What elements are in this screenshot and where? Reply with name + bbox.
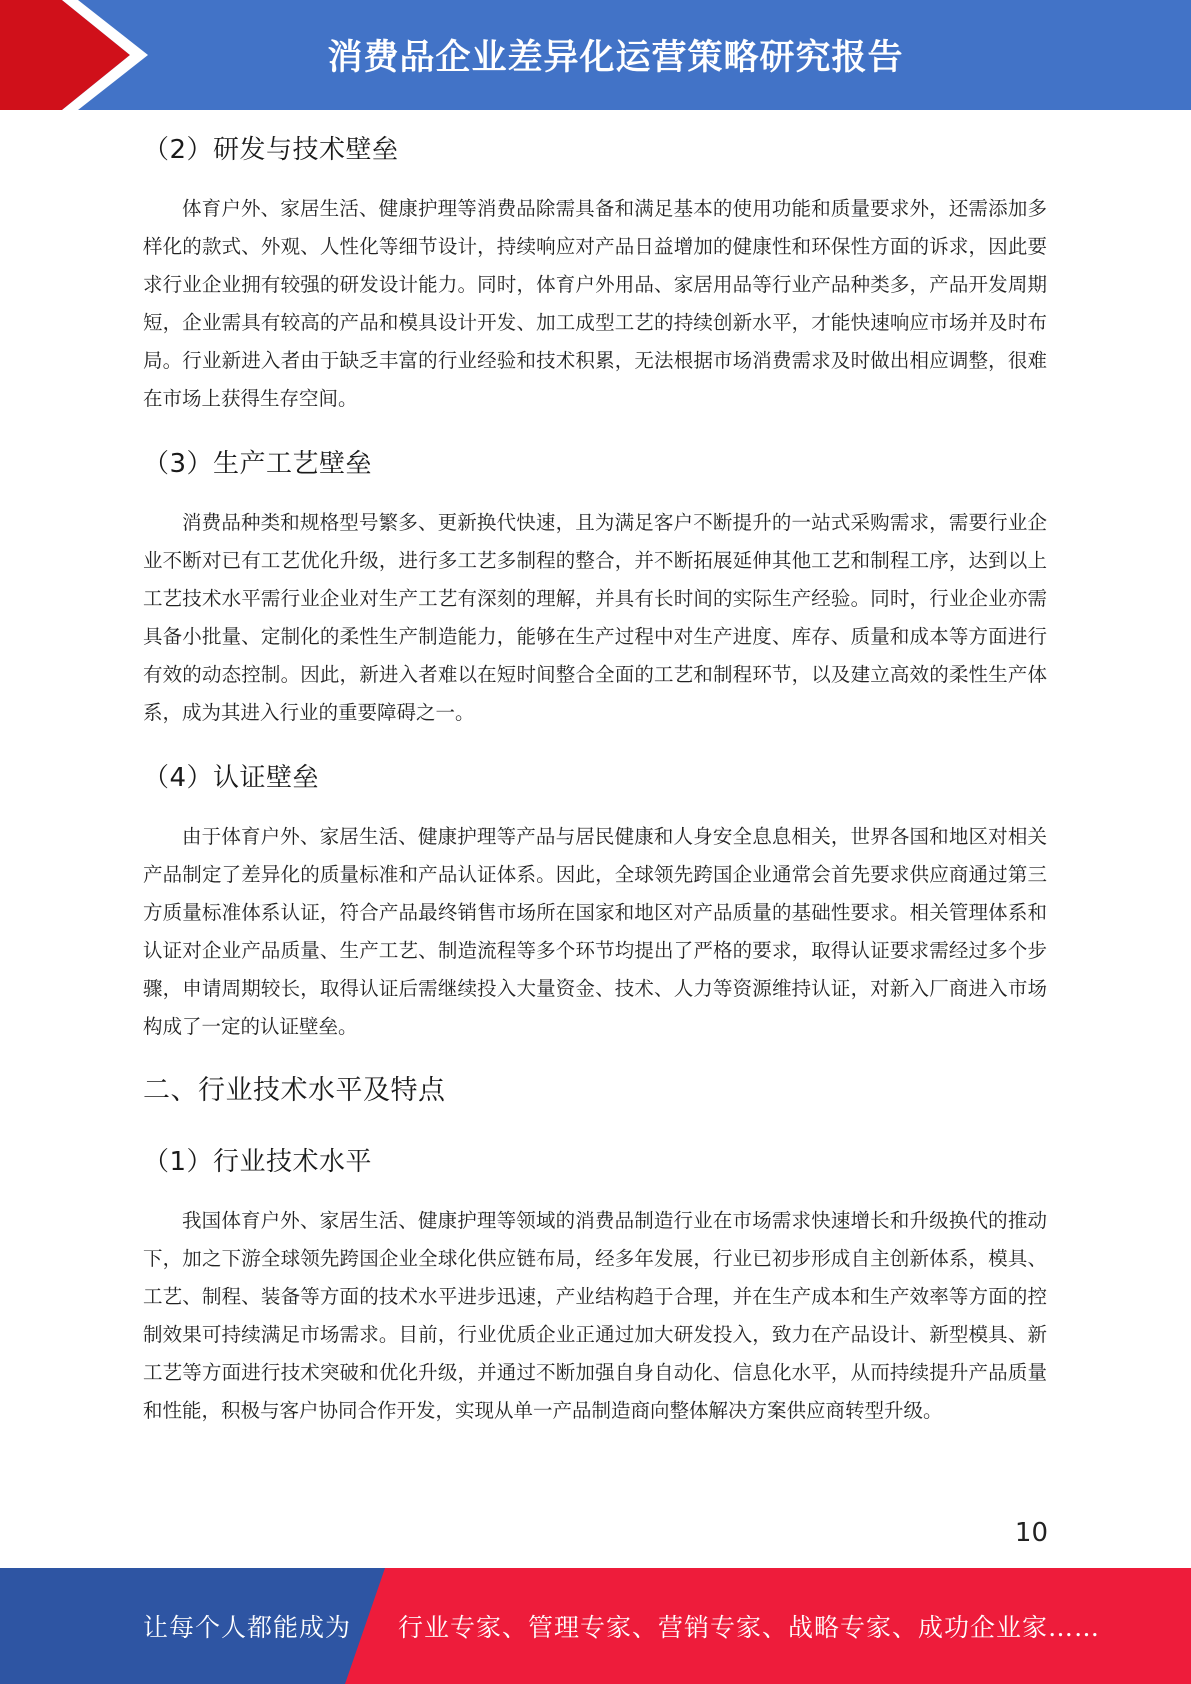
- section-text-certification-barrier: 由于体育户外、家居生活、健康护理等产品与居民健康和人身安全息息相关，世界各国和地区对相关产品制定了差异化的质量标准和产品认证体系。因此，全球领先跨国企业通常会首先要求供应商通过第三方质量标准体系认证，符合产品最终销售市场所在国家和地区对产品质量的基础性要求。相关管理体系和认证对企业产品质量、生产工艺、制造流程等多个环节均提出了严格的要求，取得认证要求需经过多个步骤，申请周期较长，取得认证后需继续投入大量资金、技术、人力等资源维持认证，对新入厂商进入市场构成了一定的认证壁垒。: [143, 825, 1047, 1038]
- section-heading-rd-barrier: （2）研发与技术壁垒: [143, 135, 399, 165]
- header-arrow-decoration: [0, 0, 160, 110]
- section-text-process-barrier: 消费品种类和规格型号繁多、更新换代快速，且为满足客户不断提升的一站式采购需求，需要行业企业不断对已有工艺优化升级，进行多工艺多制程的整合，并不断拓展延伸其他工艺和制程工序，达到以上工艺技术水平需行业企业对生产工艺有深刻的理解，并具有长时间的实际生产经验。同时，行业企业亦需具备小批量、定制化的柔性生产制造能力，能够在生产过程中对生产进度、库存、质量和成本等方面进行有效的动态控制。因此，新进入者难以在短时间整合全面的工艺和制程环节，以及建立高效的柔性生产体系，成为其进入行业的重要障碍之一。: [143, 511, 1047, 724]
- section-heading-certification-barrier: （4）认证壁垒: [143, 763, 320, 793]
- page-content: [143, 118, 1047, 1430]
- footer-slogan-right: 行业专家、管理专家、营销专家、战略专家、成功企业家……: [398, 1613, 1101, 1642]
- page-number: 10: [1014, 1518, 1048, 1548]
- page-footer: [0, 1568, 1191, 1684]
- page-header: [0, 0, 1191, 110]
- subsection-text-tech-level: 我国体育户外、家居生活、健康护理等领域的消费品制造行业在市场需求快速增长和升级换代的推动下，加之下游全球领先跨国企业全球化供应链布局，经多年发展，行业已初步形成自主创新体系，模具、工艺、制程、装备等方面的技术水平进步迅速，产业结构趋于合理，并在生产成本和生产效率等方面的控制效果可持续满足市场需求。目前，行业优质企业正通过加大研发投入，致力在产品设计、新型模具、新工艺等方面进行技术突破和优化升级，并通过不断加强自身自动化、信息化水平，从而持续提升产品质量和性能，积极与客户协同合作开发，实现从单一产品制造商向整体解决方案供应商转型升级。: [143, 1209, 1047, 1422]
- section-text-rd-barrier: 体育户外、家居生活、健康护理等消费品除需具备和满足基本的使用功能和质量要求外，还需添加多样化的款式、外观、人性化等细节设计，持续响应对产品日益增加的健康性和环保性方面的诉求，因此要求行业企业拥有较强的研发设计能力。同时，体育户外用品、家居用品等行业产品种类多，产品开发周期短，企业需具有较高的产品和模具设计开发、加工成型工艺的持续创新水平，才能快速响应市场并及时布局。行业新进入者由于缺乏丰富的行业经验和技术积累，无法根据市场消费需求及时做出相应调整，很难在市场上获得生存空间。: [143, 197, 1047, 410]
- document-title: 消费品企业差异化运营策略研究报告: [327, 38, 904, 78]
- subsection-heading-tech-level: （1）行业技术水平: [143, 1147, 373, 1177]
- chapter-heading: 二、行业技术水平及特点: [143, 1075, 446, 1106]
- section-heading-process-barrier: （3）生产工艺壁垒: [143, 449, 373, 479]
- footer-slogan-left: 让每个人都能成为: [143, 1613, 352, 1642]
